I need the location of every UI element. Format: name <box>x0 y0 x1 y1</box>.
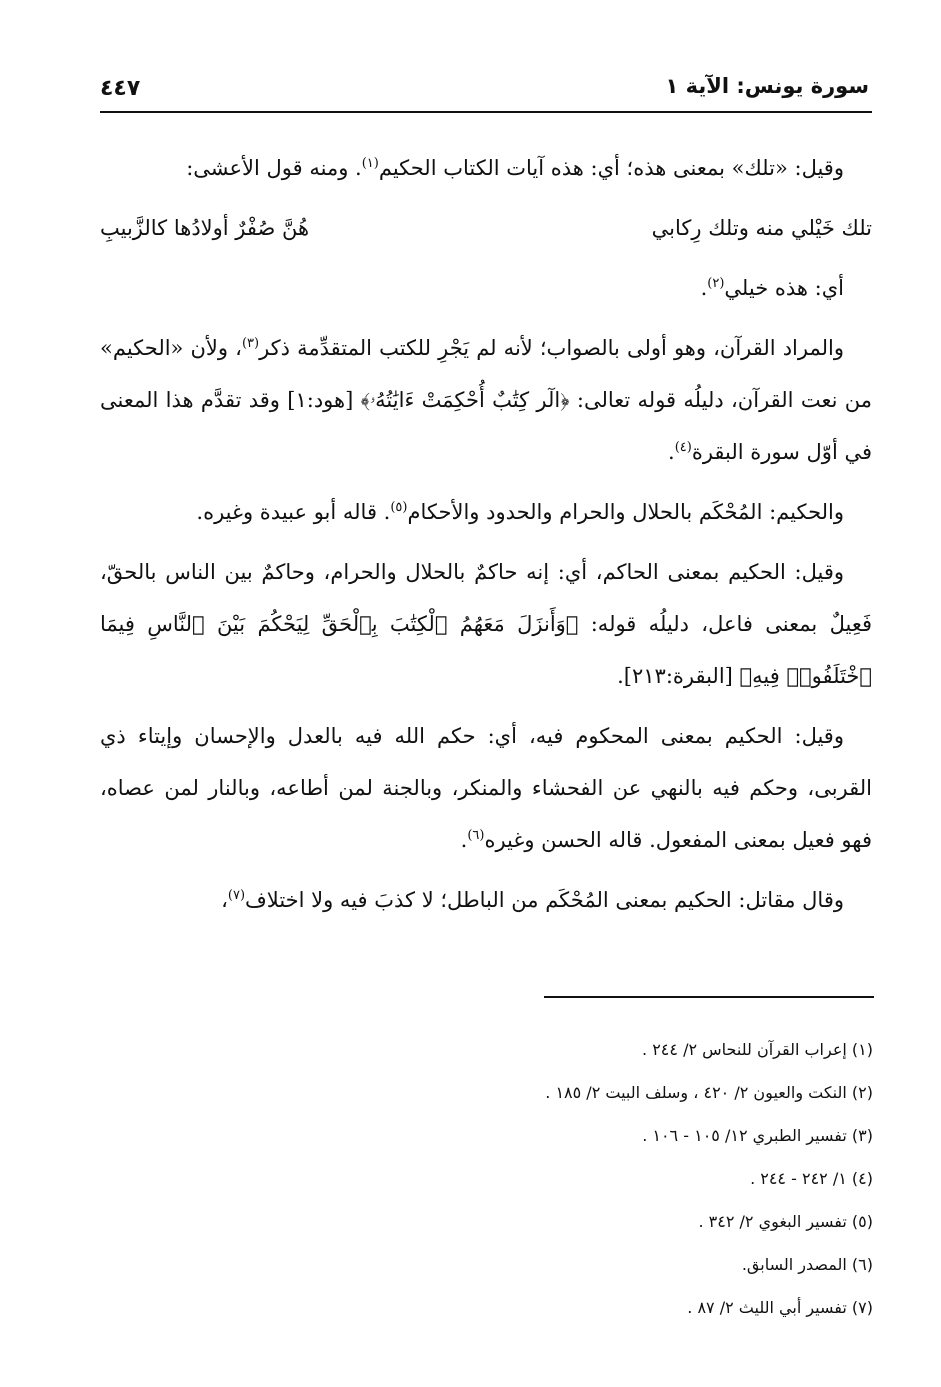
paragraph-3-text-b: ، ولأن «الحكيم» من نعت القرآن، دليلُه قوله تعالى: ﴿الٓر كِتَٰبٌ أُحْكِمَتْ ءَايَٰتُهُۥ﴾ [هود:١] وقد تقدَّم هذا المعنى في أوّل سورة البقرة <box>100 336 872 464</box>
footnote-2: (٢) النكت والعيون ٢/ ٤٢٠ ، وسلف البيت ٢/ ١٨٥ . <box>545 1083 873 1102</box>
verse-second-hemistich: هُنَّ صُفْرٌ أولادُها كالزَّبيبِ <box>100 216 310 240</box>
footnote-5: (٥) تفسير البغوي ٢/ ٣٤٢ . <box>698 1212 873 1231</box>
verse-first-hemistich: تلك خَيْلي منه وتلك رِكابي <box>651 216 872 240</box>
paragraph-4 <box>100 486 872 538</box>
paragraph-6-text-a: وقيل: الحكيم بمعنى المحكوم فيه، أي: حكم الله فيه بالعدل والإحسان وإيتاء ذي القربى، وحكم فيه بالنهي عن الفحشاء والمنكر، وبالجنة لمن أطاعه، وبالنار لمن عصاه، فهو فعيل بمعنى المفعول. قاله الحسن وغيره <box>100 724 872 852</box>
footnote-separator <box>544 996 874 998</box>
running-header-title: سورة يونس: الآية ١ <box>665 74 869 98</box>
footnote-4: (٤) ١/ ٢٤٢ - ٢٤٤ . <box>750 1169 873 1188</box>
footnote-ref-3: (٣) <box>241 336 260 351</box>
page-number: ٤٤٧ <box>100 76 141 101</box>
paragraph-3-text-c: . <box>668 440 675 464</box>
paragraph-5: وقيل: الحكيم بمعنى الحاكم، أي: إنه حاكمٌ بالحلال والحرام، وحاكمٌ بين الناس بالحقّ، فَعِيلٌ بمعنى فاعل، دليلُه قوله: ﴿وَأَنزَلَ مَعَهُمُ ٱلْكِتَٰبَ بِٱلْحَقِّ لِيَحْكُمَ بَيْنَ ٱلنَّاسِ فِيمَا ٱخْتَلَفُوا۟ فِيهِ﴾ [البقرة:٢١٣]. <box>100 560 872 688</box>
footnote-ref-7: (٧) <box>227 888 246 903</box>
header-rule <box>100 111 872 113</box>
footnote-6: (٦) المصدر السابق. <box>741 1255 873 1274</box>
footnote-3: (٣) تفسير الطبري ١٢/ ١٠٥ - ١٠٦ . <box>642 1126 873 1145</box>
paragraph-1-text-b: . ومنه قول الأعشى: <box>186 156 362 180</box>
paragraph-2-text-b: . <box>700 276 708 300</box>
paragraph-7 <box>100 874 872 926</box>
footnote-1: (١) إعراب القرآن للنحاس ٢/ ٢٤٤ . <box>642 1040 873 1059</box>
footnote-7: (٧) تفسير أبي الليث ٢/ ٨٧ . <box>687 1298 873 1317</box>
paragraph-4-text-b: . قاله أبو عبيدة وغيره. <box>196 500 391 524</box>
paragraph-7-text-a: وقال مقاتل: الحكيم بمعنى المُحْكَم من الباطل؛ لا كذبَ فيه ولا اختلاف <box>245 888 844 912</box>
footnote-ref-2: (٢) <box>707 276 725 291</box>
poetry-verse <box>100 202 872 254</box>
paragraph-1 <box>100 142 872 194</box>
paragraph-4-text-a: والحكيم: المُحْكَم بالحلال والحرام والحدود والأحكام <box>407 500 844 524</box>
footnote-ref-4: (٤) <box>674 440 692 455</box>
main-text <box>100 142 872 934</box>
paragraph-3 <box>100 322 872 478</box>
paragraph-2-text-a: أي: هذه خيلي <box>724 276 844 300</box>
footnotes <box>101 1028 873 1329</box>
footnote-ref-6: (٦) <box>467 828 485 843</box>
paragraph-7-text-b: ، <box>221 888 228 912</box>
paragraph-6-text-b: . <box>460 828 468 852</box>
paragraph-3-text-a: والمراد القرآن، وهو أولى بالصواب؛ لأنه لم يَجْرِ للكتب المتقدِّمة ذكر <box>259 336 844 360</box>
footnote-ref-5: (٥) <box>390 500 408 515</box>
paragraph-2 <box>100 262 872 314</box>
footnote-ref-1: (١) <box>361 156 379 171</box>
paragraph-6 <box>100 710 872 866</box>
paragraph-1-text-a: وقيل: «تلك» بمعنى هذه؛ أي: هذه آيات الكتاب الحكيم <box>378 156 844 180</box>
